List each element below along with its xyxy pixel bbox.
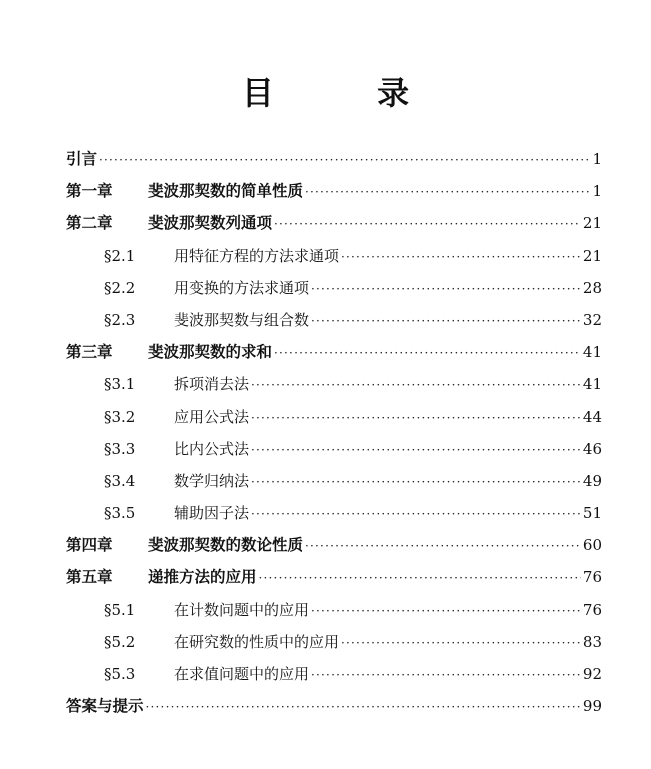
toc-entry [66,467,602,499]
toc-entry-label [66,531,303,559]
page-number: 60 [582,536,602,555]
section-title: 辅助因子法 [174,504,250,523]
toc-entry-label [104,596,309,624]
toc-entry [66,499,602,531]
page-number: 28 [582,278,602,297]
toc-entry [66,177,602,209]
dot-leader [251,371,581,399]
dot-leader [311,275,581,303]
toc-entry [66,403,602,435]
toc-entry [66,209,602,241]
page-number: 92 [582,665,602,683]
toc-entry [66,435,602,467]
toc-entry-label [104,499,249,527]
toc-entry-label [104,435,249,463]
dot-leader [305,178,590,206]
chapter-title: 斐波那契数的简单性质 [148,182,304,201]
chapter-title: 斐波那契数的数论性质 [148,536,304,555]
toc-entry [66,370,602,402]
chapter-number: 第二章 [66,214,113,233]
section-number: §2.1 [104,246,136,265]
page-number: 44 [582,407,602,426]
page-number: 76 [582,568,602,587]
section-title: 在求值问题中的应用 [174,665,310,683]
section-number: §3.3 [104,439,136,458]
chapter-title: 递推方法的应用 [148,568,257,587]
section-title: 斐波那契数与组合数 [174,310,310,329]
toc-entry [66,145,602,177]
page-number: 21 [582,246,602,265]
page-number: 83 [582,632,602,651]
dot-leader [274,339,581,367]
toc-entry-label [66,338,272,366]
toc-entry [66,531,602,563]
chapter-title: 斐波那契数的求和 [148,343,273,362]
section-number: §3.2 [104,407,136,426]
dot-leader [99,146,590,174]
toc-entry-label [104,628,339,656]
section-number: §5.2 [104,632,136,651]
chapter-number: 第三章 [66,343,113,362]
dot-leader [274,210,581,238]
dot-leader [251,500,581,528]
chapter-number: 第一章 [66,182,113,201]
toc-entry [66,563,602,595]
section-number: §2.3 [104,310,136,329]
toc-entry [66,628,602,660]
toc-entry [66,338,602,370]
toc-entry [66,306,602,338]
dot-leader [341,629,581,657]
toc-entry [66,274,602,306]
page-number: 1 [592,182,602,201]
dot-leader [311,661,581,689]
toc-entry-label [66,209,272,237]
section-title: 应用公式法 [174,407,250,426]
page-title: 目 录 [241,74,456,112]
page-number: 49 [582,471,602,490]
page-number: 32 [582,310,602,329]
section-number: §3.4 [104,471,136,490]
chapter-title: 引言 [66,150,98,168]
dot-leader [251,436,581,464]
toc-entry-label [104,467,249,495]
section-title: 在计数问题中的应用 [174,600,310,619]
toc-entry-label [66,145,97,173]
toc-entry [66,242,602,274]
section-title: 在研究数的性质中的应用 [174,632,340,651]
page-number: 46 [582,439,602,458]
page-number: 41 [582,343,602,362]
toc-entry-label [104,403,249,431]
toc-entry-label [66,177,303,205]
table-of-contents [66,145,602,724]
section-title: 数学归纳法 [174,471,250,490]
toc-entry [66,660,602,692]
page-number: 76 [582,600,602,619]
chapter-number: 第四章 [66,536,113,555]
dot-leader [311,307,581,335]
chapter-title: 斐波那契数列通项 [148,214,273,233]
toc-entry [66,692,602,724]
section-title: 用特征方程的方法求通项 [174,246,340,265]
dot-leader [305,532,581,560]
dot-leader [311,597,581,625]
toc-entry-label [104,242,339,270]
dot-leader [251,468,581,496]
section-number: §5.1 [104,600,136,619]
page-number: 51 [582,504,602,523]
section-number: §2.2 [104,278,136,297]
page-number: 41 [582,375,602,394]
toc-entry-label [66,563,257,591]
toc-entry-label [104,274,309,302]
toc-entry-label [104,306,309,334]
section-title: 比内公式法 [174,439,250,458]
dot-leader [259,564,581,592]
section-number: §5.3 [104,665,136,683]
toc-entry-label [66,692,144,720]
page-number: 21 [582,214,602,233]
toc-entry-label [104,660,309,688]
section-number: §3.5 [104,504,136,523]
toc-entry-label [104,370,249,398]
dot-leader [251,404,581,432]
page-number: 99 [582,697,602,716]
chapter-number: 第五章 [66,568,113,587]
dot-leader [341,243,581,271]
page-number: 1 [592,150,602,168]
section-title: 用变换的方法求通项 [174,278,310,297]
section-number: §3.1 [104,375,136,394]
section-title: 拆项消去法 [174,375,250,394]
toc-entry [66,596,602,628]
dot-leader [146,693,581,721]
chapter-title: 答案与提示 [66,697,144,716]
